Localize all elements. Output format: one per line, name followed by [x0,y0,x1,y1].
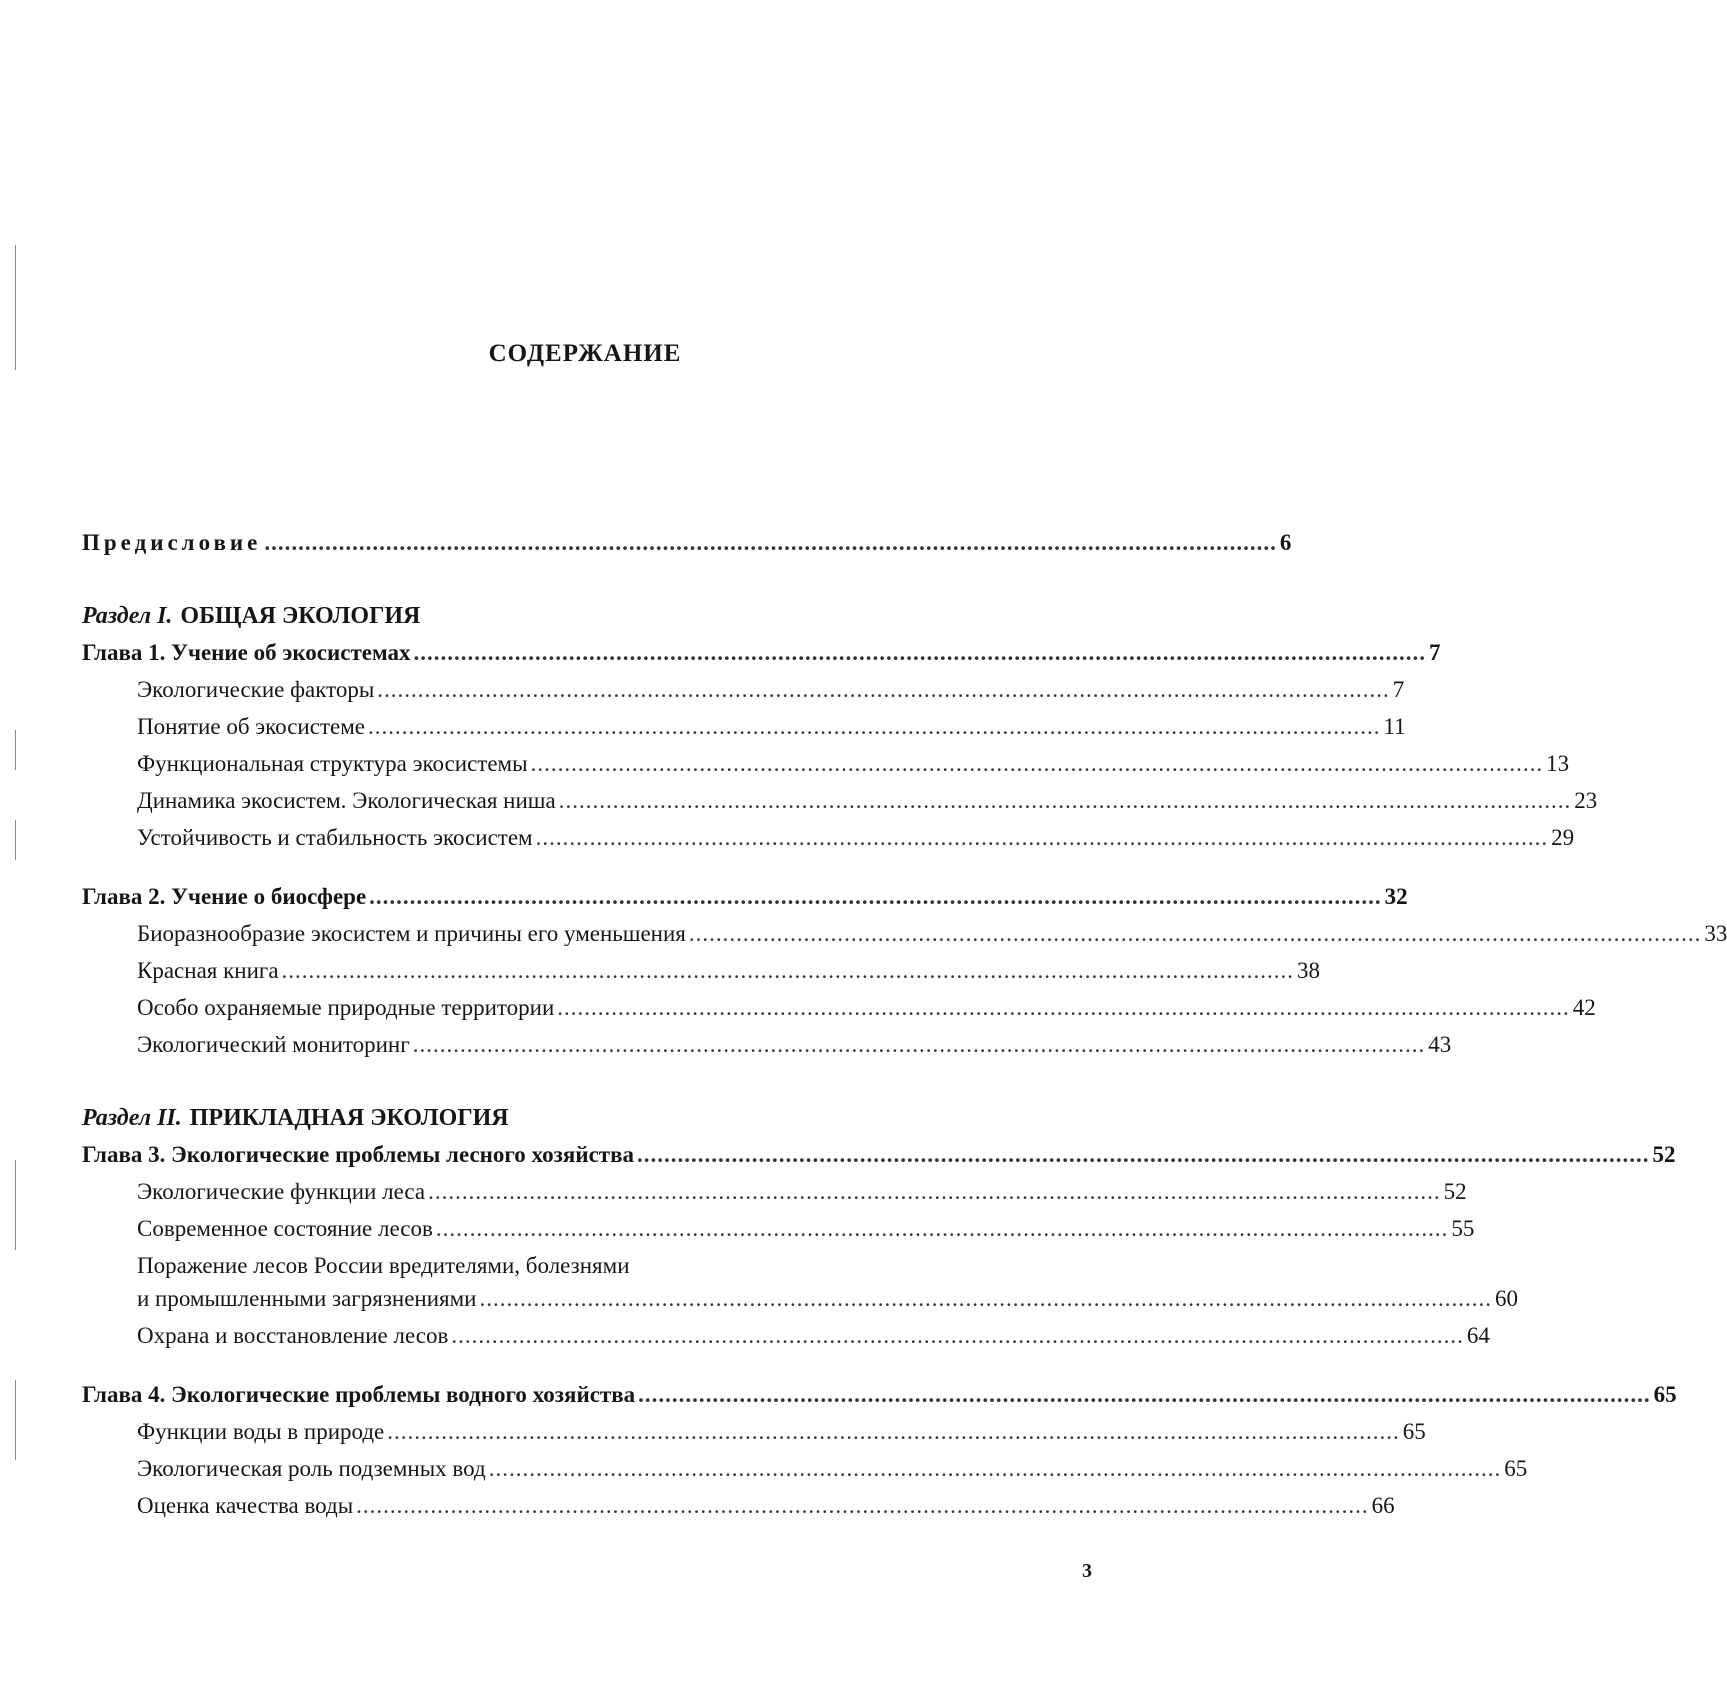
scan-edge-mark [15,1160,16,1250]
dot-leader: ...................................................................................................................................................... [451,1323,1464,1348]
toc-page-number: 65 [1653,1382,1677,1407]
toc-entry [82,921,1727,958]
toc-entry-label: Особо охраняемые природные территории [137,995,555,1020]
dot-leader: ...................................................................................................................................................... [412,1032,1426,1057]
toc-entry-label: Охрана и восстановление лесов [137,1323,449,1348]
toc-page-number: 64 [1466,1323,1490,1348]
toc-page-number: 33 [1704,921,1727,946]
toc-entry [82,1179,1467,1216]
page-number: 3 [1082,1560,1092,1582]
toc-page-number: 43 [1428,1032,1452,1057]
dot-leader: ...................................................................................................................................................... [428,1179,1441,1204]
toc-entry-label: Оценка качества воды [137,1493,354,1518]
toc-page-number: 65 [1504,1456,1528,1481]
dot-leader: ...................................................................................................................................................... [367,714,1381,739]
toc-entry [82,1419,1426,1456]
toc-entry [82,714,1406,751]
toc-entry-label: Предисловие [82,530,262,555]
toc-entry-label: Экологическая роль подземных вод [137,1456,486,1481]
toc-entry [82,751,1570,788]
toc-entry-line [82,1253,1092,1286]
toc-entry [82,1323,1490,1360]
dot-leader: ...................................................................................................................................................... [557,995,1570,1020]
toc-page-number: 42 [1572,995,1596,1020]
section-name: ОБЩАЯ ЭКОЛОГИЯ [180,603,421,629]
dot-leader: ...................................................................................................................................................... [558,788,1572,813]
toc-entry-label: Поражение лесов России вредителями, болезнями [137,1253,630,1278]
toc-entry-chapter-1 [82,640,1441,677]
toc-entry [82,677,1405,714]
toc-page-number: 32 [1384,884,1408,909]
dot-leader: ...................................................................................................................................................... [387,1419,1400,1444]
toc-entry-label: Экологический мониторинг [137,1032,410,1057]
page-title: СОДЕРЖАНИЕ [488,340,682,367]
toc-entry-label: Современное состояние лесов [137,1216,433,1241]
dot-leader: ...................................................................................................................................................... [530,751,1544,776]
toc-page-number: 29 [1551,825,1575,850]
dot-leader: ...................................................................................................................................................... [488,1456,1502,1481]
toc-page-number: 13 [1546,751,1570,776]
section-name: ПРИКЛАДНАЯ ЭКОЛОГИЯ [189,1105,509,1131]
scan-edge-mark [15,1380,16,1460]
toc-entry-label: Глава 4. Экологические проблемы водного хозяйства [82,1382,636,1407]
toc-page-number: 38 [1297,958,1321,983]
toc-entry-label: Экологические факторы [137,677,375,702]
dot-leader: ...................................................................................................................................................... [435,1216,1449,1241]
toc-entry-chapter-2 [82,884,1408,921]
toc-entry [82,1456,1528,1493]
toc-page-number: 7 [1428,640,1441,665]
dot-leader: ...................................................................................................................................................... [638,1382,1651,1407]
toc-entry-label: Глава 1. Учение об экосистемах [82,640,411,665]
toc-entry-label: Понятие об экосистеме [137,714,365,739]
section-prefix: Раздел II. [82,1105,182,1131]
toc-entry-label: Экологические функции леса [137,1179,426,1204]
toc-page-number: 52 [1443,1179,1467,1204]
dot-leader: ...................................................................................................................................................... [369,884,1382,909]
dot-leader: ...................................................................................................................................................... [413,640,1426,665]
toc-page-number: 55 [1451,1216,1475,1241]
dot-leader: ...................................................................................................................................................... [535,825,1549,850]
scan-edge-mark [15,820,16,860]
toc-entry-label: Динамика экосистем. Экологическая ниша [137,788,556,813]
toc-entry-chapter-4 [82,1382,1677,1419]
dot-leader: ...................................................................................................................................................... [264,530,1277,555]
dot-leader: ...................................................................................................................................................... [281,958,1295,983]
toc-page-number: 23 [1574,788,1598,813]
toc-page-number: 7 [1392,677,1405,702]
toc-entry-label: и промышленными загрязнениями [137,1286,477,1311]
section-heading-2 [82,1105,1092,1142]
toc-entry-label: Функциональная структура экосистемы [137,751,528,776]
toc-entry-label: Биоразнообразие экосистем и причины его уменьшения [137,921,686,946]
toc-entry-label: Устойчивость и стабильность экосистем [137,825,533,850]
dot-leader: ...................................................................................................................................................... [637,1142,1650,1167]
dot-leader: ...................................................................................................................................................... [479,1286,1492,1311]
dot-leader: ...................................................................................................................................................... [377,677,1390,702]
scan-edge-mark [15,730,16,770]
toc-page-number: 65 [1402,1419,1426,1444]
toc-entry [82,1286,1518,1323]
toc-entry [82,1216,1475,1253]
toc-entry [82,825,1575,862]
toc-entry [82,995,1596,1032]
section-prefix: Раздел I. [82,603,173,629]
toc-page-number: 60 [1495,1286,1518,1311]
toc-entry-label: Красная книга [137,958,279,983]
toc-entry [82,1032,1452,1069]
section-heading-1 [82,603,1092,640]
toc-entry-label: Глава 2. Учение о биосфере [82,884,367,909]
toc-entry-chapter-3 [82,1142,1676,1179]
toc-page-number: 52 [1652,1142,1676,1167]
dot-leader: ...................................................................................................................................................... [356,1493,1369,1518]
toc-entry [82,1493,1395,1530]
toc-entry-label: Глава 3. Экологические проблемы лесного хозяйства [82,1142,635,1167]
table-of-contents [82,530,1727,1530]
toc-page-number: 66 [1371,1493,1395,1518]
toc-entry-label: Функции воды в природе [137,1419,385,1444]
toc-page-number: 6 [1279,530,1293,555]
toc-page-number: 11 [1383,714,1406,739]
toc-entry [82,958,1321,995]
toc-entry [82,788,1598,825]
toc-entry-preface [82,530,1293,567]
dot-leader: ...................................................................................................................................................... [688,921,1702,946]
